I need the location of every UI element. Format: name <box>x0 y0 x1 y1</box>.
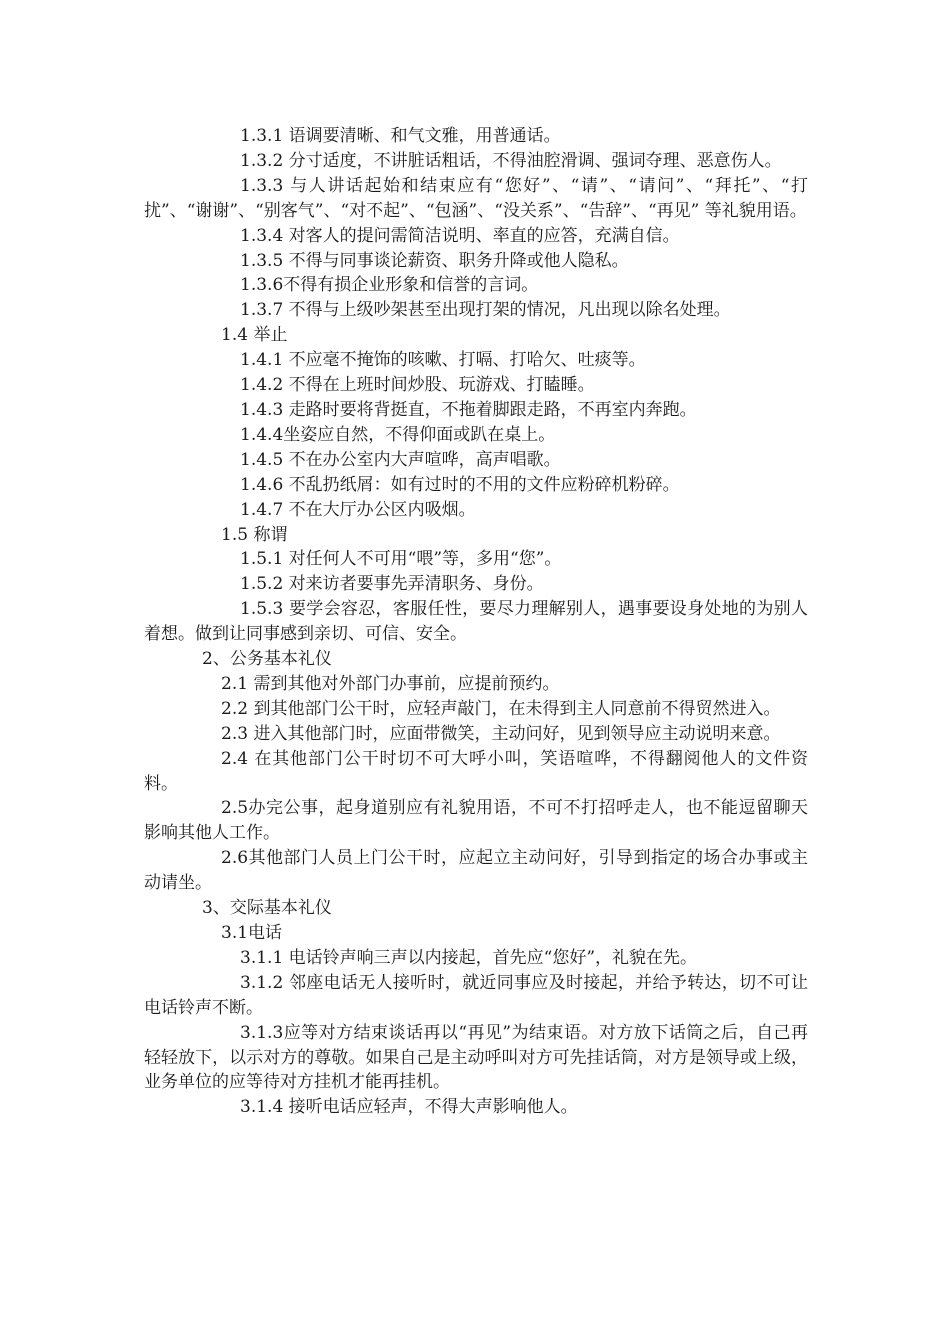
paragraph: 2.5办完公事，起身道别应有礼貌用语，不可不打招呼走人，也不能逗留聊天影响其他人工作。 <box>144 798 808 844</box>
paragraph: 1.3.6不得有损企业形象和信誉的言词。 <box>240 275 539 296</box>
paragraph: 1.3.5 不得与同事谈论薪资、职务升降或他人隐私。 <box>240 250 629 271</box>
paragraph: 1.5.3 要学会容忍，客服任性，要尽力理解别人，遇事要设身处地的为别人着想。做到让同事感到亲切、可信、安全。 <box>144 599 808 645</box>
paragraph: 1.3.1 语调要清晰、和气文雅，用普通话。 <box>240 126 561 146</box>
paragraph: 2、公务基本礼仪 <box>202 649 332 670</box>
paragraph: 1.4.6 不乱扔纸屑：如有过时的不用的文件应粉碎机粉碎。 <box>240 474 680 495</box>
paragraph: 1.3.4 对客人的提问需简洁说明、率直的应答，充满自信。 <box>240 225 680 246</box>
paragraph: 1.4.4坐姿应自然，不得仰面或趴在桌上。 <box>240 424 556 445</box>
paragraph: 1.4 举止 <box>221 325 288 346</box>
paragraph: 3.1.3应等对方结束谈话再以“再见”为结束语。对方放下话筒之后，自己再轻轻放下，以示对方的尊敬。如果自己是主动呼叫对方可先挂话筒，对方是领导或上级，业务单位的应等待对方挂机才能再挂机。 <box>144 1022 808 1093</box>
paragraph: 1.4.3 走路时要将背挺直，不拖着脚跟走路，不再室内奔跑。 <box>240 399 697 420</box>
paragraph: 3.1.2 邻座电话无人接听时，就近同事应及时接起，并给予转达，切不可让电话铃声不断。 <box>144 972 808 1018</box>
paragraph: 1.5.2 对来访者要事先弄清职务、身份。 <box>240 574 544 595</box>
paragraph: 1.4.1 不应毫不掩饰的咳嗽、打嗝、打哈欠、吐痰等。 <box>240 350 646 371</box>
paragraph: 2.6其他部门人员上门公干时，应起立主动问好，引导到指定的场合办事或主动请坐。 <box>144 848 808 894</box>
paragraph: 2.1 需到其他对外部门办事前，应提前预约。 <box>221 673 560 694</box>
paragraph: 2.4 在其他部门公干时切不可大呼小叫，笑语喧哗，不得翻阅他人的文件资料。 <box>144 748 808 794</box>
paragraph: 2.2 到其他部门公干时，应轻声敲门，在未得到主人同意前不得贸然进入。 <box>221 698 781 719</box>
paragraph: 3.1.4 接听电话应轻声，不得大声影响他人。 <box>240 1097 578 1118</box>
paragraph: 3.1电话 <box>221 923 283 943</box>
paragraph: 1.4.7 不在大厅办公区内吸烟。 <box>240 499 476 520</box>
paragraph: 1.4.5 不在办公室内大声喧哗，高声唱歌。 <box>240 449 561 470</box>
paragraph: 1.3.7 不得与上级吵架甚至出现打架的情况，凡出现以除名处理。 <box>240 300 731 321</box>
paragraph: 1.5 称谓 <box>221 524 288 545</box>
paragraph: 1.5.1 对任何人不可用“喂”等，多用“您”。 <box>240 549 562 570</box>
paragraph: 1.3.2 分寸适度，不讲脏话粗话，不得油腔滑调、强词夺理、恶意伤人。 <box>240 150 782 171</box>
paragraph: 1.4.2 不得在上班时间炒股、玩游戏、打瞌睡。 <box>240 375 595 396</box>
paragraph: 1.3.3 与人讲话起始和结束应有“您好”、“请”、“请问”、“拜托”、“打扰”、“谢谢”、“别客气”、“对不起”、“包涵”、“没关系”、“告辞”、“再见” 等礼貌用语。 <box>144 175 808 221</box>
paragraph: 2.3 进入其他部门时，应面带微笑，主动问好，见到领导应主动说明来意。 <box>221 723 781 744</box>
paragraph: 3.1.1 电话铃声响三声以内接起，首先应“您好”，礼貌在先。 <box>240 947 698 968</box>
document-body <box>144 124 808 1120</box>
paragraph: 3、交际基本礼仪 <box>202 898 332 919</box>
